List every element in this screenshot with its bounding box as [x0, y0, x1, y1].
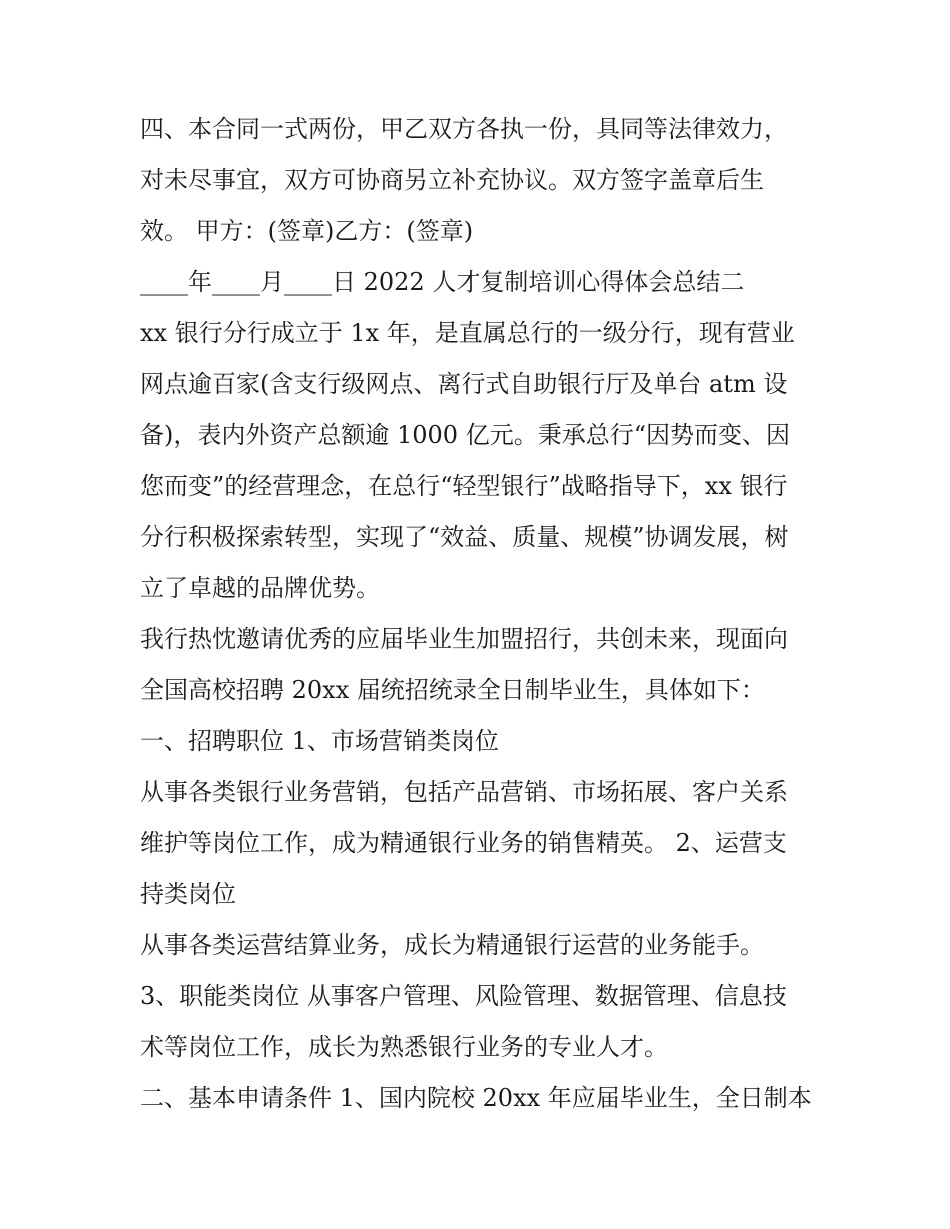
- text-line-6: 网点逾百家(含支行级网点、离行式自助银行厅及单台 atm 设: [140, 370, 788, 398]
- text-line-18: 3、职能类岗位 从事客户管理、风险管理、数据管理、信息技: [140, 982, 787, 1010]
- text-line-1: 四、本合同一式两份，甲乙双方各执一份，具同等法律效力，: [140, 115, 788, 143]
- text-line-2: 对未尽事宜，双方可协商另立补充协议。双方签字盖章后生: [140, 166, 764, 194]
- text-line-13: 一、招聘职位 1、市场营销类岗位: [140, 727, 499, 755]
- text-line-10: 立了卓越的品牌优势。: [140, 574, 380, 602]
- text-line-9: 分行积极探索转型，实现了“效益、质量、规模”协调发展，树: [140, 523, 789, 551]
- text-line-19: 术等岗位工作，成长为熟悉银行业务的专业人才。: [140, 1033, 668, 1061]
- text-line-4: ____年____月____日 2022 人才复制培训心得体会总结二: [140, 268, 745, 296]
- text-line-7: 备)，表内外资产总额逾 1000 亿元。秉承总行“因势而变、因: [140, 421, 790, 449]
- document-body: [140, 104, 820, 1124]
- text-line-11: 我行热忱邀请优秀的应届毕业生加盟招行，共创未来，现面向: [140, 625, 788, 653]
- text-line-15: 维护等岗位工作，成为精通银行业务的销售精英。 2、运营支: [140, 829, 787, 857]
- text-line-5: xx 银行分行成立于 1x 年，是直属总行的一级分行，现有营业: [140, 319, 795, 347]
- text-line-17: 从事各类运营结算业务，成长为精通银行运营的业务能手。: [140, 931, 764, 959]
- text-line-12: 全国高校招聘 20xx 届统招统录全日制毕业生，具体如下：: [140, 676, 765, 704]
- text-line-20: 二、基本申请条件 1、国内院校 20xx 年应届毕业生，全日制本: [140, 1084, 812, 1112]
- text-line-8: 您而变”的经营理念，在总行“轻型银行”战略指导下，xx 银行: [140, 472, 788, 500]
- text-line-3: 效。 甲方：(签章)乙方：(签章): [140, 217, 474, 245]
- text-line-14: 从事各类银行业务营销，包括产品营销、市场拓展、客户关系: [140, 778, 788, 806]
- text-line-16: 持类岗位: [140, 880, 236, 908]
